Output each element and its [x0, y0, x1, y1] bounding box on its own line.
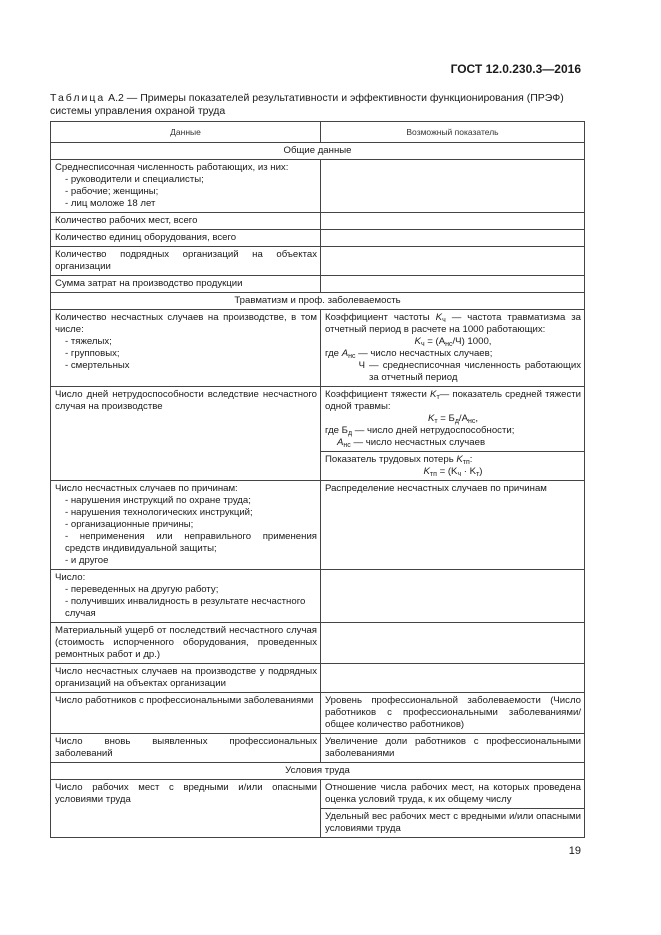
cell-indicator [321, 230, 585, 247]
cell-indicator [321, 213, 585, 230]
cell-indicator [321, 570, 585, 623]
cell-text: Число: [55, 572, 86, 583]
subscript: нс [468, 418, 476, 425]
text: Коэффициент частоты [325, 312, 430, 323]
subscript: нс [343, 442, 351, 449]
text: /Ч) 1000, [452, 336, 492, 347]
subscript: т [476, 471, 480, 478]
table-row [51, 247, 585, 276]
table-row [51, 310, 585, 387]
list-item: - организационные причины; [65, 519, 194, 530]
symbol: A [341, 348, 349, 359]
formula-where [325, 348, 581, 360]
subscript: нс [348, 353, 356, 360]
text: Показатель трудовых потерь [325, 454, 454, 465]
text: , [475, 413, 479, 424]
list-item: - получивших инвалидность в результате несчастного случая [65, 596, 306, 619]
cell-data: Число дней нетрудоспособности вследствие несчастного случая на производстве [51, 387, 321, 481]
caption-label: Таблица [50, 92, 106, 104]
cell-data: Количество единиц оборудования, всего [51, 230, 321, 247]
table-row [51, 664, 585, 693]
list-item: - нарушения инструкций по охране труда; [65, 495, 251, 506]
cell-indicator [321, 387, 585, 452]
section-row [51, 143, 585, 160]
subscript: д [454, 418, 459, 425]
list-item: - и другое [65, 555, 109, 566]
symbol: A [337, 437, 344, 448]
cell-indicator: Распределение несчастных случаев по причинам [321, 481, 585, 570]
text: где Б [325, 425, 348, 436]
cell-indicator [321, 664, 585, 693]
subscript: ч [420, 341, 425, 348]
cell-data [51, 570, 321, 623]
cell-text: Число несчастных случаев по причинам: [55, 483, 238, 494]
text: — частота травматизма за отчетный период в расчете на 1000 работающих: [325, 312, 581, 335]
cell-indicator: Удельный вес рабочих мест с вредными и/или опасными условиями труда [321, 809, 585, 838]
cell-data: Число рабочих мест с вредными и/или опасными условиями труда [51, 780, 321, 838]
section-conditions: Условия труда [51, 763, 585, 780]
symbol: K [423, 466, 430, 477]
symbol: K [456, 454, 463, 465]
text: = (K [439, 466, 458, 477]
section-row [51, 763, 585, 780]
caption-text: А.2 — Примеры показателей результативности и эффективности функционирования (ПРЭФ) системы управления охраной труда [50, 92, 564, 117]
text: где [325, 348, 340, 359]
text: = Б [440, 413, 455, 424]
subscript: т [434, 418, 438, 425]
list-item: - нарушения технологических инструкций; [65, 507, 253, 518]
table-row [51, 276, 585, 293]
text: · K [463, 466, 477, 477]
cell-data: Число работников с профессиональными заболеваниями [51, 693, 321, 734]
table-header-row [51, 122, 585, 143]
formula-intro [325, 312, 581, 336]
table-row [51, 481, 585, 570]
cell-data: Число несчастных случаев на производстве у подрядных организаций на объектах организации [51, 664, 321, 693]
table-row [51, 387, 585, 452]
formula [325, 413, 581, 425]
cell-data [51, 481, 321, 570]
cell-indicator [321, 276, 585, 293]
cell-indicator: Уровень профессиональной заболеваемости (Число работников с профессиональными заболеваниями/общее количество работников) [321, 693, 585, 734]
symbol: Ч [358, 360, 365, 371]
symbol: K [430, 389, 437, 400]
text: : [469, 454, 473, 465]
section-injury: Травматизм и проф. заболеваемость [51, 293, 585, 310]
table-row [51, 693, 585, 734]
table-row [51, 230, 585, 247]
cell-data: Число вновь выявленных профессиональных заболеваний [51, 734, 321, 763]
cell-indicator: Увеличение доли работников с профессиональными заболеваниями [321, 734, 585, 763]
symbol: K [435, 312, 443, 323]
cell-indicator [321, 160, 585, 213]
cell-indicator [321, 247, 585, 276]
column-header-data: Данные [51, 122, 321, 143]
page-number: 19 [568, 845, 581, 857]
table-row [51, 734, 585, 763]
table-row [51, 780, 585, 809]
formula-where [325, 425, 581, 437]
text: — среднесписочная численность работающих за отчетный период [369, 360, 581, 383]
cell-data: Материальный ущерб от последствий несчастного случая (стоимость испорченного оборудования, проведенных ремонтных работ и др.) [51, 623, 321, 664]
formula-intro [325, 454, 581, 466]
cell-indicator [321, 310, 585, 387]
text: — число несчастных случаев; [358, 348, 493, 359]
table-row [51, 160, 585, 213]
cell-indicator [321, 452, 585, 481]
section-row [51, 293, 585, 310]
subscript: т [436, 394, 440, 401]
cell-indicator: Отношение числа рабочих мест, на которых проведена оценка условий труда, к их общему числу [321, 780, 585, 809]
text: ) [479, 466, 483, 477]
subscript: тп [462, 459, 470, 466]
subscript: нс [445, 341, 453, 348]
list-item: - неприменения или неправильного применения средств индивидуальной защиты; [65, 531, 317, 554]
list-item: - групповых; [65, 348, 120, 359]
cell-data: Сумма затрат на производство продукции [51, 276, 321, 293]
list-item: - смертельных [65, 360, 130, 371]
subscript: ч [457, 471, 462, 478]
cell-data: Количество подрядных организаций на объектах организации [51, 247, 321, 276]
list-item: - рабочие; женщины; [65, 186, 159, 197]
formula [325, 336, 581, 348]
formula [325, 466, 581, 478]
text: — число дней нетрудоспособности; [354, 425, 515, 436]
table-caption [50, 92, 585, 118]
cell-data [51, 310, 321, 387]
list-item: - руководители и специалисты; [65, 174, 204, 185]
subscript: тп [429, 471, 437, 478]
section-general: Общие данные [51, 143, 585, 160]
subscript: ч [442, 317, 446, 324]
subscript: д [347, 430, 353, 437]
table-row [51, 570, 585, 623]
text: — число несчастных случаев [353, 437, 486, 448]
list-item: - лиц моложе 18 лет [65, 198, 156, 209]
cell-text: Количество несчастных случаев на производстве, в том числе: [55, 312, 317, 335]
document-code: ГОСТ 12.0.230.3—2016 [450, 62, 581, 76]
text: Коэффициент тяжести [325, 389, 427, 400]
cell-text: Среднесписочная численность работающих, из них: [55, 162, 289, 173]
table-row [51, 213, 585, 230]
text: = (A [427, 336, 446, 347]
indicators-table [50, 121, 585, 838]
formula-where [325, 437, 581, 449]
list-item: - тяжелых; [65, 336, 112, 347]
formula-intro [325, 389, 581, 413]
cell-data: Количество рабочих мест, всего [51, 213, 321, 230]
text: — показатель средней тяжести одной травмы: [325, 389, 582, 412]
cell-indicator [321, 623, 585, 664]
column-header-indicator: Возможный показатель [321, 122, 585, 143]
table-row [51, 623, 585, 664]
cell-data [51, 160, 321, 213]
symbol: K [427, 413, 435, 424]
formula-where [325, 360, 581, 384]
list-item: - переведенных на другую работу; [65, 584, 219, 595]
text: /A [458, 413, 468, 424]
symbol: K [414, 336, 421, 347]
